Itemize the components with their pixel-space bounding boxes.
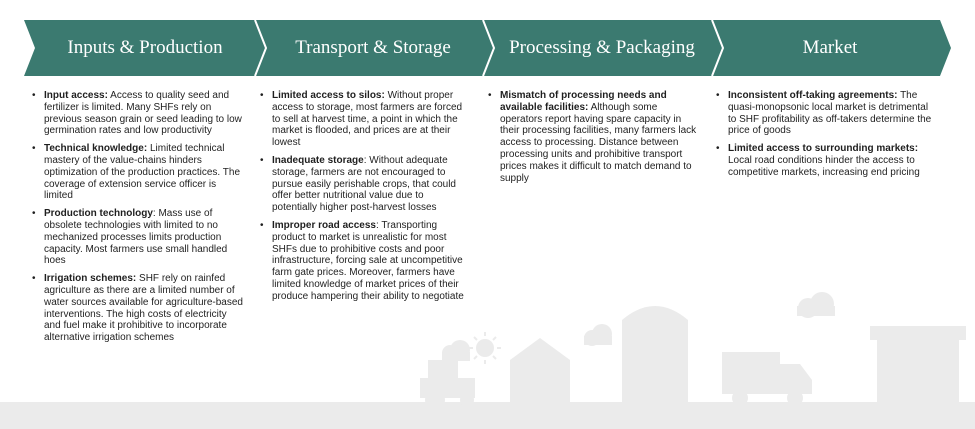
list-item (272, 90, 470, 149)
list-item (44, 208, 244, 267)
column-market (714, 90, 934, 185)
list-item (44, 143, 244, 202)
item-heading: Improper road access (272, 219, 376, 231)
item-text: Although some operators report having spare capacity in their processing facilities, many farmers lack access to processing. Distance between processing units and prohibitive transport prices makes it difficult to match demand to supply (500, 101, 697, 184)
cloud-icon (584, 324, 612, 346)
market-stall-icon (870, 326, 966, 404)
cloud-icon (442, 340, 470, 361)
list-item (44, 90, 244, 137)
list-item (272, 220, 470, 303)
item-heading: Mismatch of processing needs and available facilities: (500, 90, 667, 113)
list-item (500, 90, 698, 184)
list-item (44, 273, 244, 344)
list-item (728, 143, 934, 178)
stage-title-processing-packaging: Processing & Packaging (509, 37, 695, 58)
ground-strip (0, 402, 975, 429)
item-text: Access to quality seed and fertilizer is limited. Many SHFs rely on previous season grain or seed leading to low germination rates and low productivity (44, 90, 242, 137)
cloud-icon (797, 292, 835, 318)
item-heading: Technical knowledge: (44, 143, 148, 155)
item-heading: Inconsistent off-taking agreements: (728, 90, 898, 101)
item-heading: Limited access to silos: (272, 90, 385, 101)
item-heading: Irrigation schemes: (44, 273, 137, 285)
item-text: Local road conditions hinder the access to competitive markets, increasing end pricing (728, 154, 920, 178)
stage-title-inputs-production: Inputs & Production (67, 37, 223, 58)
silo-icon (622, 306, 688, 404)
item-text: Limited technical mastery of the value-chains hinders optimization of the production practices. The coverage of extension service officer is limited (44, 143, 241, 202)
item-text: The quasi-monopsonic local market is detrimental to SHF profitability as off-takers determine the price of goods (728, 90, 932, 137)
item-heading: Inadequate storage (272, 154, 364, 166)
truck-icon (722, 352, 812, 406)
stage-title-market: Market (802, 37, 858, 58)
item-text: : Transporting product to market is unrealistic for most SHFs due to prohibitive costs and poor infrastructure, forcing sale at uncompetitive farm gate prices. Moreover, farmers have limited knowledge of market prices of their produce hampering their ability to negotiate (272, 219, 464, 302)
item-heading: Production technology (44, 208, 153, 220)
column-processing-packaging (486, 90, 698, 190)
list-item (272, 155, 470, 214)
item-text: : Without adequate storage, farmers are not encouraged to pursue easily perishable crops, that could offer better nutritional value due to potentially higher post-harvest losses (272, 154, 456, 214)
item-heading: Limited access to surrounding markets: (728, 143, 919, 155)
item-heading: Input access: (44, 90, 108, 101)
barn-icon (510, 338, 570, 404)
column-transport-storage (258, 90, 470, 309)
item-text: SHF rely on rainfed agriculture as there are a limited number of water sources available for agriculture-based interventions. The high costs of electricity and fuel make it prohibitive to incorporate alternative irrigation schemes (44, 273, 243, 344)
sun-icon (469, 332, 501, 364)
item-text: Without proper access to storage, most farmers are forced to sell at harvest time, a point in which the market is flooded, and prices are at their lowest (272, 90, 463, 149)
list-item (728, 90, 934, 137)
item-text: : Mass use of obsolete technologies with limited to no mechanized processes limits production capacity. Most farmers use small handled hoes (44, 208, 228, 267)
column-inputs-production (30, 90, 244, 350)
stage-title-transport-storage: Transport & Storage (295, 37, 451, 58)
